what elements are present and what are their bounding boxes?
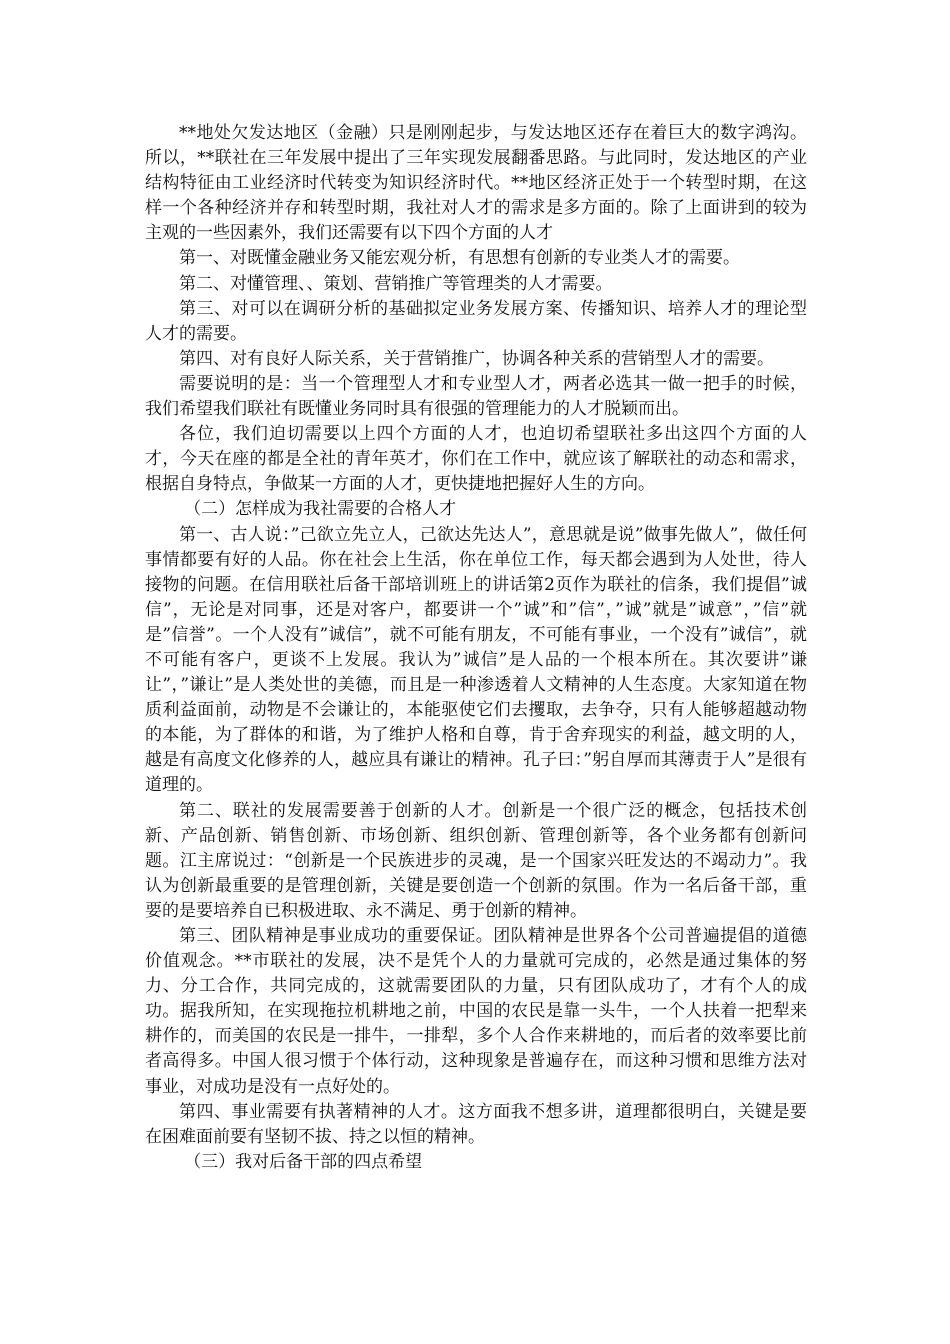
paragraph-integrity: 第一、古人说：”己欲立先立人，己欲达先达人”，意思就是说”做事先做人”，做任何事情都要有好的人品。你在社会上生活，你在单位工作，每天都会遇到为人处世，待人接物的问题。在信用联社后备干部培训班上的讲话第2页作为联社的信条，我们提倡”诚信”，无论是对同事，还是对客户，都要讲一个”诚”和”信”，”诚”就是”诚意”，”信”就是”信誉”。一个人没有”诚信”，就不可能有朋友，不可能有事业，一个没有”诚信”，就不可能有客户，更谈不上发展。我认为”诚信”是人品的一个根本所在。其次要讲”谦让”，”谦让”是人类处世的美德，而且是一种渗透着人文精神的人生态度。大家知道在物质利益面前，动物是不会谦让的，本能驱使它们去攫取，去争夺，只有人能够超越动物的本能，为了群体的和谐，为了维护人格和自尊，肯于舍弃现实的利益，越文明的人，越是有高度文化修养的人，越应具有谦让的精神。孔子曰：”躬自厚而其薄责于人”是很有道理的。 <box>145 524 807 796</box>
document-body <box>145 121 807 1175</box>
paragraph-need-two: 第二、对懂管理、、策划、营销推广等管理类的人才需要。 <box>179 273 613 294</box>
paragraph-teamwork: 第三、团队精神是事业成功的重要保证。团队精神是世界各个公司普遍提倡的道德价值观念。**市联社的发展，决不是凭个人的力量就可完成的，必然是通过集体的努力、分工合作，共同完成的，这就需要团队的力量，只有团队成功了，才有个人的成功。据我所知，在实现拖拉机耕地之前，中国的农民是靠一头牛，一个人扶着一把犁来耕作的，而美国的农民是一排牛，一排犁，多个人合作来耕地的，而后者的效率要比前者高得多。中国人很习惯于个体行动，这种现象是普遍存在，而这种习惯和思维方法对事业，对成功是没有一点好处的。 <box>145 926 807 1097</box>
paragraph-summary: 各位，我们迫切需要以上四个方面的人才，也迫切希望联社多出这四个方面的人才，今天在座的都是全社的青年英才，你们在工作中，就应该了解联社的动态和需求，根据自身特点，争做某一方面的人才，更快捷地把握好人生的方向。 <box>145 424 807 495</box>
paragraph-persistence: 第四、事业需要有执著精神的人才。这方面我不想多讲，道理都很明白，关键是要在困难面前要有坚韧不拔、持之以恒的精神。 <box>145 1101 807 1147</box>
section-heading-2: （二）怎样成为我社需要的合格人才 <box>184 499 457 520</box>
paragraph-digital-divide: **地处欠发达地区（金融）只是刚刚起步，与发达地区还存在着巨大的数字鸿沟。所以，**联社在三年发展中提出了三年实现发展翻番思路。与此同时，发达地区的产业结构特征由工业经济时代转变为知识经济时代。**地区经济正处于一个转型时期，在这样一个各种经济并存和转型时期，我社对人才的需求是多方面的。除了上面讲到的较为主观的一些因素外，我们还需要有以下四个方面的人才 <box>145 123 807 244</box>
paragraph-note: 需要说明的是：当一个管理型人才和专业型人才，两者必选其一做一把手的时候，我们希望我们联社有既懂业务同时具有很强的管理能力的人才脱颖而出。 <box>145 373 807 420</box>
section-heading-3: （三）我对后备干部的四点希望 <box>184 1151 423 1172</box>
paragraph-need-one: 第一、对既懂金融业务又能宏观分析，有思想有创新的专业类人才的需要。 <box>179 248 740 269</box>
paragraph-innovation: 第二、联社的发展需要善于创新的人才。创新是一个很广泛的概念，包括技术创新、产品创新、销售创新、市场创新、组织创新、管理创新等，各个业务都有创新问题。江主席说过：“创新是一个民族进步的灵魂，是一个国家兴旺发达的不竭动力”。我认为创新最重要的是管理创新，关键是要创造一个创新的氛围。作为一名后备干部，重要的是要培养自已积极进取、永不满足、勇于创新的精神。 <box>145 800 807 921</box>
paragraph-need-four: 第四、对有良好人际关系，关于营销推广，协调各种关系的营销型人才的需要。 <box>179 348 774 369</box>
paragraph-need-three: 第三、对可以在调研分析的基础拟定业务发展方案、传播知识、培养人才的理论型人才的需要。 <box>145 298 807 344</box>
